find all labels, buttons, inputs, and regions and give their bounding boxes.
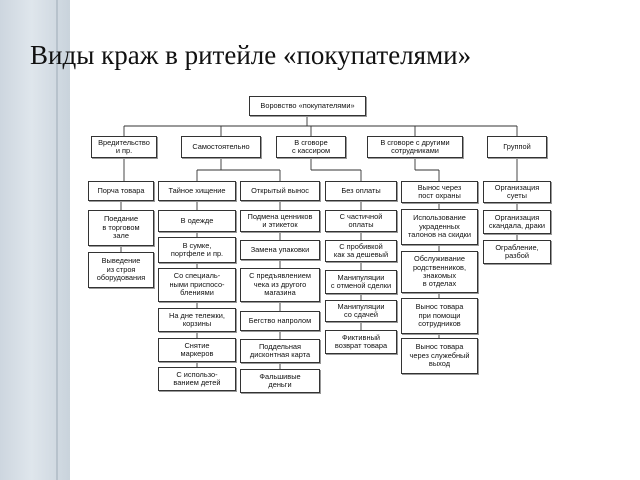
- leaf-vred-2: Выведение из строя оборудования: [88, 252, 154, 288]
- category-gruppoy: Группой: [487, 136, 547, 158]
- leaf-cashier-0: Без оплаты: [325, 181, 397, 201]
- root-node: Воровство «покупателями»: [249, 96, 366, 116]
- leaf-cashier-5: Фиктивный возврат товара: [325, 330, 397, 354]
- leaf-cashier-4: Манипуляции со сдачей: [325, 300, 397, 322]
- leaf-group-2: Ограбление, разбой: [483, 240, 551, 264]
- leaf-secret-5: Снятие маркеров: [158, 338, 236, 362]
- leaf-secret-3: Со специаль- ными приспосо- блениями: [158, 268, 236, 302]
- leaf-open-4: Бегство напролом: [240, 311, 320, 331]
- leaf-open-6: Фальшивые деньги: [240, 369, 320, 393]
- leaf-open-3: С предъявлением чека из другого магазина: [240, 268, 320, 302]
- leaf-vred-1: Поедание в торговом зале: [88, 210, 154, 246]
- slide-title: Виды краж в ритейле «покупателями»: [30, 40, 472, 70]
- leaf-secret-6: С использо- ванием детей: [158, 367, 236, 391]
- leaf-group-0: Организация суеты: [483, 181, 551, 203]
- leaf-staff-4: Вынос товара через служебный выход: [401, 338, 478, 374]
- leaf-secret-4: На дне тележки, корзины: [158, 308, 236, 332]
- leaf-staff-0: Вынос через пост охраны: [401, 181, 478, 203]
- leaf-secret-0: Тайное хищение: [158, 181, 236, 201]
- leaf-staff-3: Вынос товара при помощи сотрудников: [401, 298, 478, 334]
- leaf-secret-2: В сумке, портфеле и пр.: [158, 237, 236, 263]
- leaf-open-0: Открытый вынос: [240, 181, 320, 201]
- leaf-open-2: Замена упаковки: [240, 240, 320, 260]
- leaf-staff-2: Обслуживание родственников, знакомых в отделах: [401, 251, 478, 293]
- leaf-cashier-2: С пробивкой как за дешевый: [325, 240, 397, 262]
- leaf-group-1: Организация скандала, драки: [483, 210, 551, 234]
- category-sgovor-sotrudniki: В сговоре с другими сотрудниками: [367, 136, 463, 158]
- category-vreditelstvo: Вредительство и пр.: [91, 136, 157, 158]
- leaf-cashier-3: Манипуляции с отменой сделки: [325, 270, 397, 294]
- leaf-secret-1: В одежде: [158, 210, 236, 232]
- leaf-open-1: Подмена ценников и этикеток: [240, 210, 320, 232]
- leaf-cashier-1: С частичной оплаты: [325, 210, 397, 232]
- category-sgovor-kassir: В сговоре с кассиром: [276, 136, 346, 158]
- category-samostoyatelno: Самостоятельно: [181, 136, 261, 158]
- leaf-staff-1: Использование украденных талонов на скидки: [401, 209, 478, 245]
- leaf-vred-0: Порча товара: [88, 181, 154, 201]
- leaf-open-5: Поддельная дисконтная карта: [240, 339, 320, 363]
